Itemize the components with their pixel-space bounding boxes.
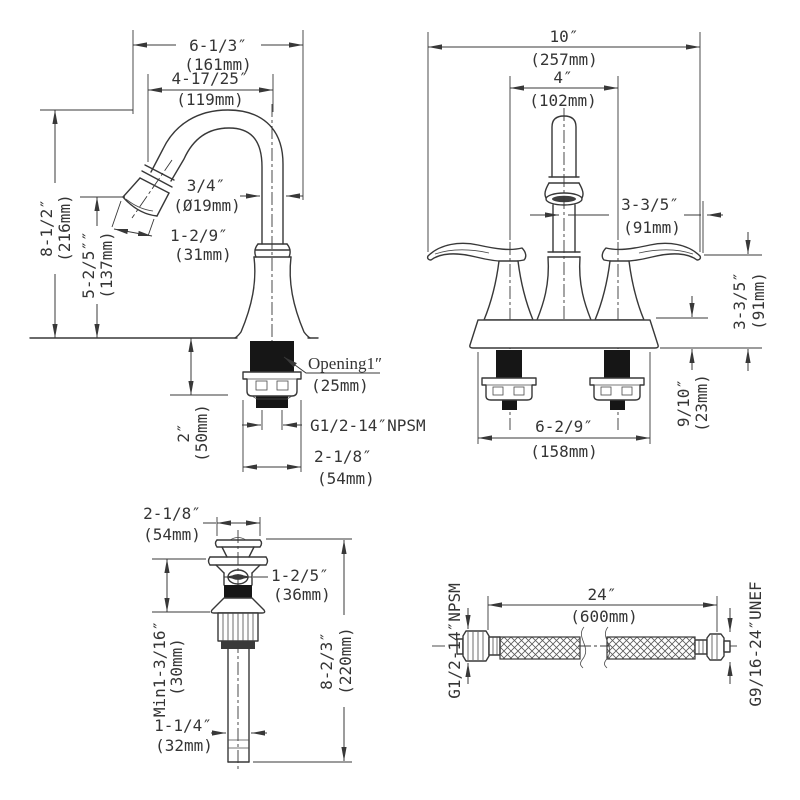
opening-mm: (25mm): [311, 376, 369, 395]
hose-right-thread: G9/16-24″UNEF: [746, 581, 765, 707]
side-shank-length-mm: (50mm): [192, 404, 211, 462]
dim-drain-min-deck: [150, 559, 210, 717]
hose-left-thread: G1/2-14″NPSM: [445, 583, 464, 699]
drain-body-mm: (36mm): [273, 585, 331, 604]
base-plate: [470, 320, 658, 348]
drain-body-in: 1-2/5″: [271, 566, 329, 585]
dim-drain-pipe: [154, 716, 267, 755]
front-view: [428, 27, 768, 461]
front-handle-reach-mm: (91mm): [623, 218, 681, 237]
hose-view: [432, 581, 765, 706]
side-base-diameter-in: 2-1/8″: [314, 447, 372, 466]
drain-cap-mm: (54mm): [143, 525, 201, 544]
front-base-width-in: 6-2/9″: [535, 417, 593, 436]
dim-hose-length: [488, 585, 717, 632]
side-spout-diameter-in: 3/4″: [186, 176, 226, 195]
front-handle-reach-in: 3-3/5″: [621, 195, 679, 214]
side-spout-height-in: 5-2/5″″: [79, 231, 98, 299]
side-overall-height-mm: (216mm): [55, 194, 74, 262]
sprayer-head: [123, 160, 174, 218]
front-handle-height-in: 3-3/5″: [730, 272, 749, 330]
hose-length-in: 24″: [587, 585, 617, 604]
side-overall-width-mm: (161mm): [184, 55, 252, 74]
front-overall-width-in: 10″: [549, 27, 579, 46]
side-spout-reach-mm: (119mm): [176, 90, 244, 109]
side-spout-height-mm: (137mm): [97, 231, 116, 299]
side-base-diameter-mm: (54mm): [317, 469, 375, 488]
dim-side-overall-height: [37, 110, 133, 338]
drain-min-deck-in: Min1-3/16″: [150, 620, 169, 718]
side-spout-diameter-mm: (Ø19mm): [173, 196, 241, 215]
side-overall-height-in: 8-1/2″: [37, 199, 56, 257]
front-handle-height-mm: (91mm): [749, 272, 768, 330]
front-centers-mm: (102mm): [529, 91, 597, 110]
drain-pipe-mm: (32mm): [155, 736, 213, 755]
drain-length-in: 8-2/3″: [317, 632, 336, 690]
side-shank-thread: G1/2-14″NPSM: [310, 416, 426, 435]
opening-label: Opening1″: [308, 354, 383, 373]
front-overall-width-mm: (257mm): [530, 50, 598, 69]
drain-length-mm: (220mm): [336, 627, 355, 695]
dim-side-spout-height: [79, 197, 125, 338]
drain-body: [209, 530, 268, 772]
dim-side-shank-thread: [242, 410, 426, 435]
drain-cap-in: 2-1/8″: [143, 504, 201, 523]
front-deck-thickness-in: 9/10″: [674, 378, 693, 428]
drain-min-deck-mm: (30mm): [167, 638, 186, 696]
front-shanks: [482, 350, 644, 410]
side-spout-reach-in: 4-17/25″: [171, 69, 249, 88]
dim-side-shank-length: [170, 338, 228, 462]
hose: [432, 627, 740, 668]
front-base-width-mm: (158mm): [530, 442, 598, 461]
mounting-shank: [243, 341, 301, 408]
drain-pipe-in: 1-1/4″: [154, 716, 212, 735]
side-sprayer-mm: (31mm): [174, 245, 232, 264]
drain-view: [143, 504, 355, 772]
front-deck-thickness-mm: (23mm): [692, 374, 711, 432]
faucet-body: [235, 244, 310, 338]
side-view: [30, 30, 426, 488]
side-shank-length-in: 2″: [174, 423, 193, 443]
front-centers-in: 4″: [553, 68, 573, 87]
gooseneck-spout: [151, 104, 283, 345]
dim-side-base-diameter: [243, 400, 375, 488]
hose-length-mm: (600mm): [570, 607, 638, 626]
side-overall-width-in: 6-1/3″: [189, 36, 247, 55]
dim-front-deck-thickness: [656, 296, 711, 432]
dim-side-overall-width: [133, 30, 303, 200]
dim-side-spout-reach: [148, 69, 273, 162]
side-sprayer-in: 1-2/9″: [170, 226, 228, 245]
dim-front-handle-reach: [530, 195, 723, 253]
